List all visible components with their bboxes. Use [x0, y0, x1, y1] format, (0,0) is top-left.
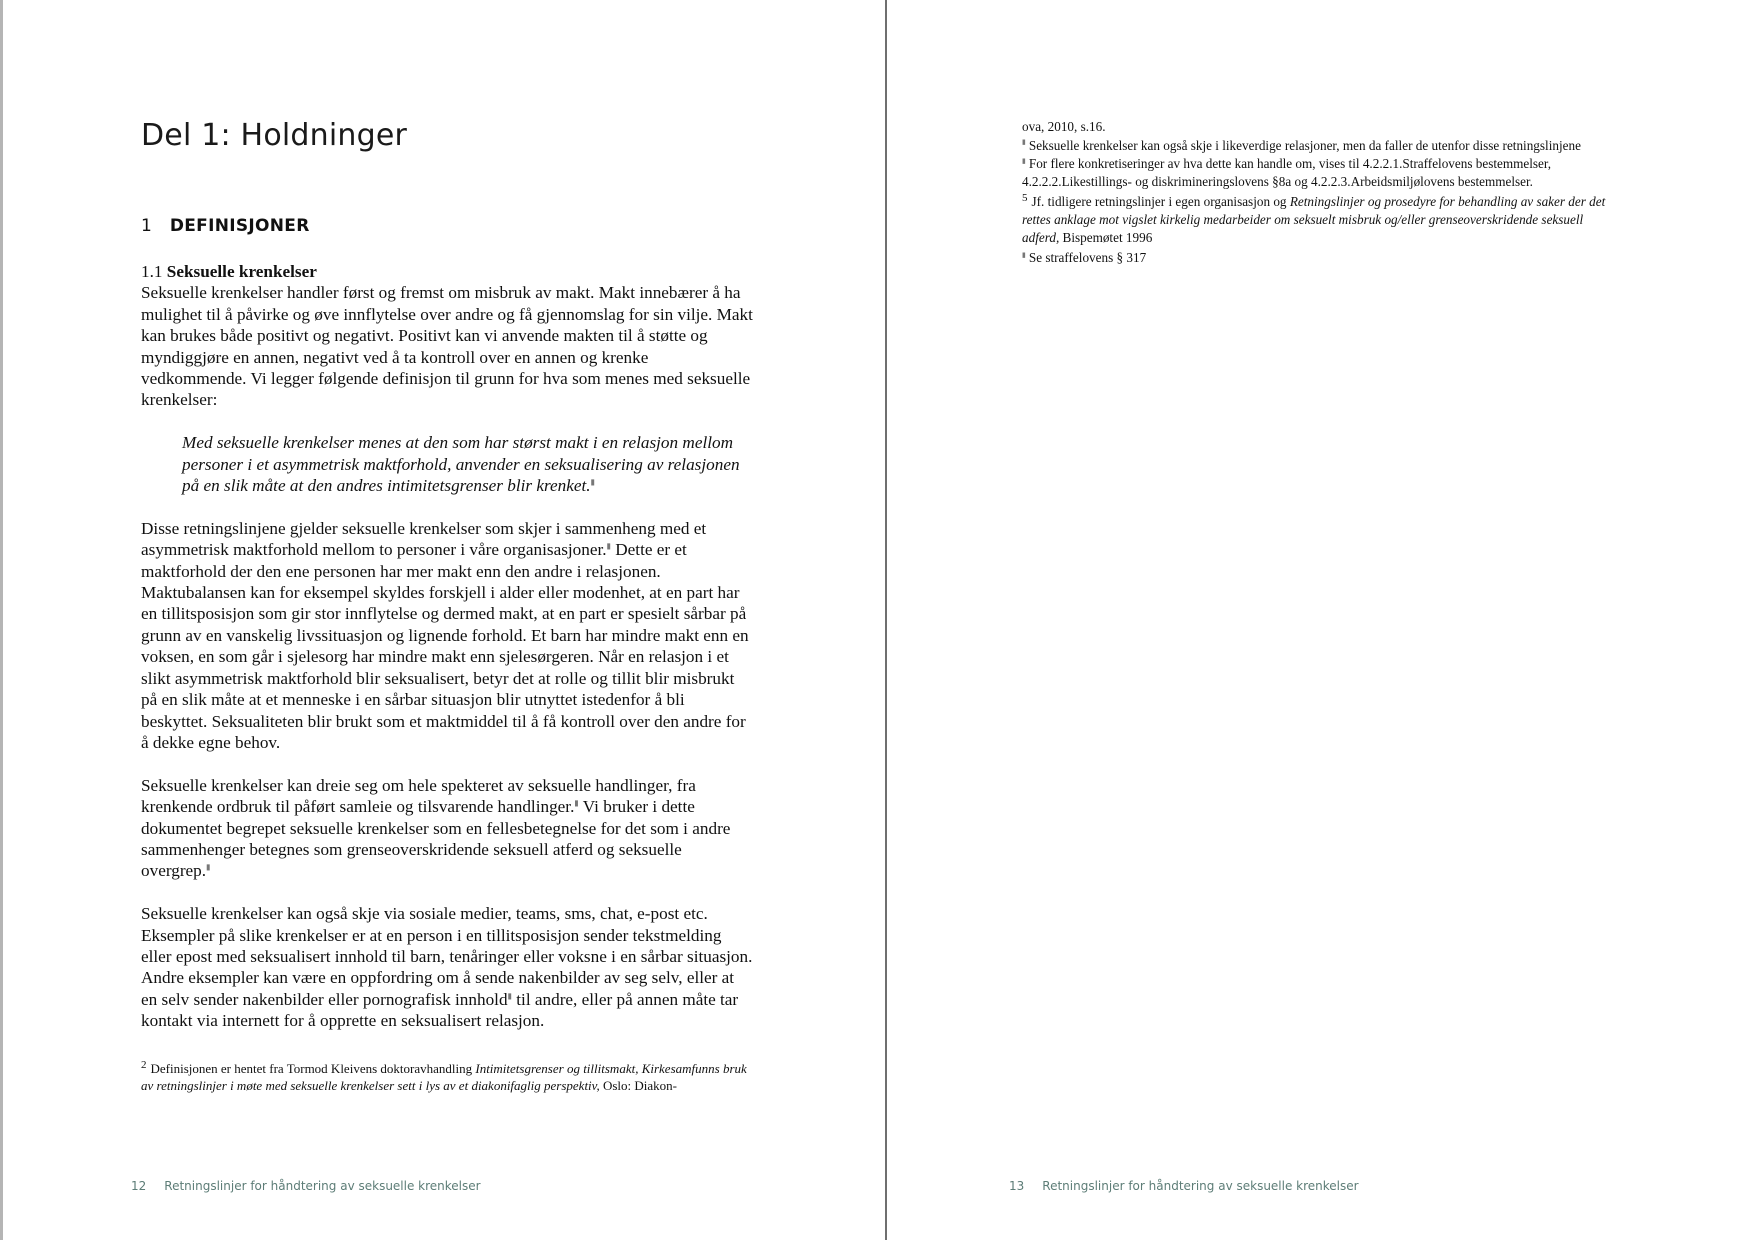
footnote-2-end: Oslo: Diakon- [599, 1078, 678, 1093]
right-page [887, 0, 1762, 1240]
paragraph-digital [141, 903, 753, 1031]
footer-text: Retningslinjer for håndtering av seksuelle krenkelser [164, 1179, 481, 1193]
footer-left [131, 1179, 481, 1193]
footnote-5-title: Retningslinjer og prosedyre for behandling av saker der det rettes anklage mot vigslet kirkelig medarbeider om seksuelt misbruk og/eller grenseoverskridende seksuell adferd, [1022, 194, 1606, 245]
section-number: 1 [141, 216, 152, 236]
subsection-number: 1.1 [141, 262, 163, 281]
footnote-marker-icon: ▮ [1022, 138, 1026, 147]
footnote-4 [1022, 155, 1622, 190]
footnote-5-number: 5 [1022, 191, 1028, 204]
footer-text: Retningslinjer for håndtering av seksuelle krenkelser [1042, 1179, 1359, 1193]
footnote-3 [1022, 137, 1622, 155]
body-text [141, 261, 753, 1053]
footnote-marker-icon: ▮ [606, 541, 611, 551]
footnote-marker-icon: ▮ [574, 798, 579, 808]
paragraph-definition-intro: Seksuelle krenkelser handler først og fremst om misbruk av makt. Makt innebærer å ha mulighet til å påvirke og øve innflytelse over andre og få gjennomslag for sin vilje. Makt kan brukes både positivt og negativt. Positivt kan vi anvende makten til å støtte og myndiggjøre en annen, negativt ved å ta kontroll over en annen og krenke vedkommende. Vi legger følgende definisjon til grunn for hva som menes med seksuelle krenkelser: [141, 283, 753, 410]
footnote-5-text: Jf. tidligere retningslinjer i egen organisasjon og [1031, 194, 1290, 210]
footnote-2 [141, 1060, 753, 1094]
paragraph-spectrum-rest: Vi bruker i dette dokumentet begrepet seksuelle krenkelser som en fellesbetegnelse for det som i andre sammenhenger betegnes som grenseoverskridende seksuell atferd og seksuelle overgrep. [141, 797, 731, 881]
subsection-heading [141, 261, 753, 282]
section-heading [141, 216, 310, 236]
footnotes-right [1022, 118, 1622, 268]
footnote-marker-icon: ▮ [1022, 156, 1026, 165]
footnote-6 [1022, 249, 1622, 267]
definition-quote [182, 432, 754, 496]
footer-right [1009, 1179, 1359, 1193]
footnote-6-text: Se straffelovens § 317 [1028, 250, 1147, 266]
footnote-marker-icon: ▮ [1022, 250, 1026, 259]
paragraph-scope-rest: Dette er et maktforhold der den ene personen har mer makt enn den andre i relasjonen. Maktubalansen kan for eksempel skyldes forskjell i alder eller modenhet, at en part har en tillitsposisjon som gir stor innflytelse og dermed makt, at en part er spesielt sårbar på grunn av en vanskelig livssituasjon og lignende forhold. Et barn har mindre makt enn en voksen, en som går i sjelesorg har mindre makt enn sjelesørgeren. Når en relasjon i et slikt asymmetrisk maktforhold blir seksualisert, betyr det at rolle og tillit blir misbrukt på en slik måte at et menneske i en sårbar situasjon blir utnyttet istedenfor å bli beskyttet. Seksualiteten blir brukt som et maktmiddel til å få kontroll over den andre for å dekke egne behov. [141, 540, 749, 752]
footnote-5 [1022, 193, 1622, 246]
footnote-marker-icon: ▮ [590, 477, 596, 487]
footnote-3-text: Seksuelle krenkelser kan også skje i likeverdige relasjoner, men da faller de utenfor disse retningslinjene [1028, 137, 1581, 153]
page-number: 13 [1009, 1179, 1025, 1193]
section-title: DEFINISJONER [169, 216, 310, 236]
paragraph-spectrum [141, 775, 753, 882]
footnote-2-number: 2 [141, 1058, 147, 1071]
paragraph-digital-rest: til andre, eller på annen måte tar kontakt via internett for å opprette en seksualisert relasjon. [141, 989, 739, 1031]
paragraph-scope [141, 518, 753, 753]
footnotes-left [141, 1060, 753, 1094]
footnote-2-text: Definisjonen er hentet fra Tormod Kleivens doktoravhandling [150, 1061, 476, 1076]
footnote-marker-icon: ▮ [206, 862, 211, 872]
footnote-5-end: Bispemøtet 1996 [1059, 229, 1153, 245]
footnote-2-title: Intimitetsgrenser og tillitsmakt, Kirkesamfunns bruk av retningslinjer i møte med seksuelle krenkelser sett i lys av et diakonifaglig perspektiv, [141, 1061, 747, 1093]
definition-quote-text: Med seksuelle krenkelser menes at den som har størst makt i en relasjon mellom personer i et asymmetrisk maktforhold, anvender en seksualisering av relasjonen på en slik måte at den andres intimitetsgrenser blir krenket. [182, 433, 740, 496]
paragraph-scope-start: Disse retningslinjene gjelder seksuelle krenkelser som skjer i sammenheng med et asymmetrisk maktforhold mellom to personer i våre organisasjoner. [141, 518, 707, 560]
footnote-marker-icon: ▮ [507, 991, 512, 1001]
paragraph-spectrum-start: Seksuelle krenkelser kan dreie seg om hele spekteret av seksuelle handlinger, fra krenkende ordbruk til påført samleie og tilsvarende handlinger. [141, 775, 696, 817]
subsection-title: Seksuelle krenkelser [166, 262, 317, 281]
page-number: 12 [131, 1179, 147, 1193]
footnote-4-text: For flere konkretiseringer av hva dette kan handle om, vises til 4.2.2.1.Straffelovens bestemmelser, 4.2.2.2.Likestillings- og diskrimineringslovens §8a og 4.2.2.3.Arbeidsmiljølovens bestemmelser. [1022, 156, 1552, 189]
paragraph-digital-start: Seksuelle krenkelser kan også skje via sosiale medier, teams, sms, chat, e-post etc. Eksempler på slike krenkelser er at en person i en tillitsposisjon sender tekstmelding eller epost med seksualisert innhold til barn, tenåringer eller voksne i en sårbar situasjon. Andre eksempler kan være en oppfordring om å sende nakenbilder av seg selv, eller at en selv sender nakenbilder eller pornografisk innhold [141, 904, 753, 1009]
left-page [3, 0, 885, 1240]
footnote-2-continued: ova, 2010, s.16. [1022, 119, 1106, 134]
part-title: Del 1: Holdninger [141, 118, 408, 153]
